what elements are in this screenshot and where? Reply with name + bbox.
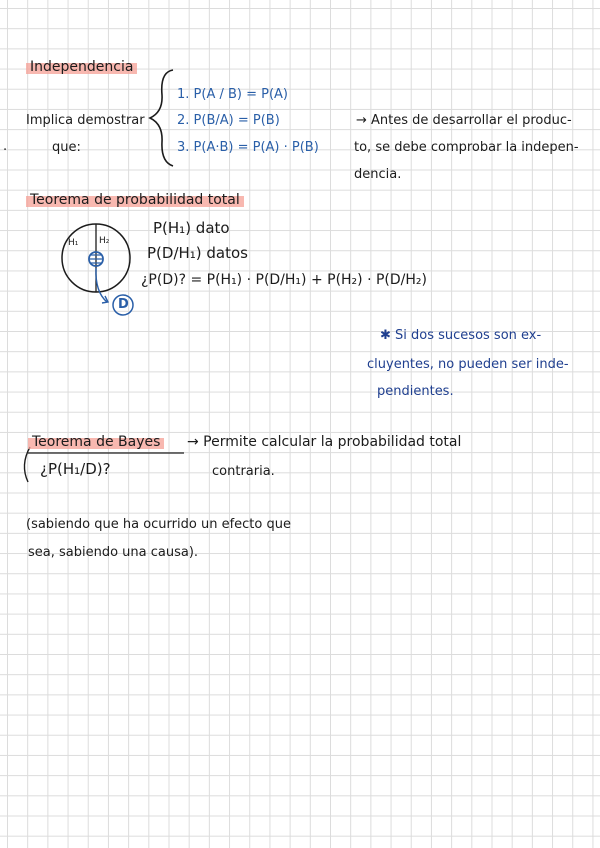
note-line3: dencia. <box>354 167 402 182</box>
bayes-question: ¿P(H₁/D)? <box>40 460 111 478</box>
circle-label-h2: H₂ <box>99 236 110 246</box>
bayes-title: Teorema de Bayes <box>28 434 164 450</box>
independencia-title: Independencia <box>26 59 137 75</box>
curly-brace <box>150 70 173 166</box>
circle-label-h1: H₁ <box>68 238 79 248</box>
note-line2: to, se debe comprobar la indepen- <box>354 140 579 155</box>
dato-line1: P(H₁) dato <box>153 219 230 237</box>
target-d-label: D <box>118 297 129 312</box>
bayes-paren <box>24 447 30 482</box>
paren-note-line2: sea, sabiendo una causa). <box>28 545 199 560</box>
condition-1: 1. P(A / B) = P(A) <box>177 87 289 102</box>
bayes-desc-line1: → Permite calcular la probabilidad total <box>187 434 462 450</box>
star-note-line2: cluyentes, no pueden ser inde- <box>367 357 569 372</box>
star-note-line1: ✱ Si dos sucesos son ex- <box>380 328 542 343</box>
probabilidad-total-title: Teorema de probabilidad total <box>26 192 244 208</box>
implica-text-line1: Implica demostrar <box>26 113 145 128</box>
bayes-desc-line2: contraria. <box>212 464 275 479</box>
dato-line2: P(D/H₁) datos <box>147 244 249 262</box>
condition-3: 3. P(A·B) = P(A) · P(B) <box>177 140 319 155</box>
paren-note-line1: (sabiendo que ha ocurrido un efecto que <box>26 517 291 532</box>
implica-text-line2: que: <box>52 140 81 155</box>
total-formula: ¿P(D)? = P(H₁) · P(D/H₁) + P(H₂) · P(D/H₂) <box>141 272 427 288</box>
note-line1: → Antes de desarrollar el produc- <box>356 113 572 128</box>
margin-dot: · <box>3 143 8 158</box>
condition-2: 2. P(B/A) = P(B) <box>177 113 280 128</box>
star-note-line3: pendientes. <box>377 384 454 399</box>
